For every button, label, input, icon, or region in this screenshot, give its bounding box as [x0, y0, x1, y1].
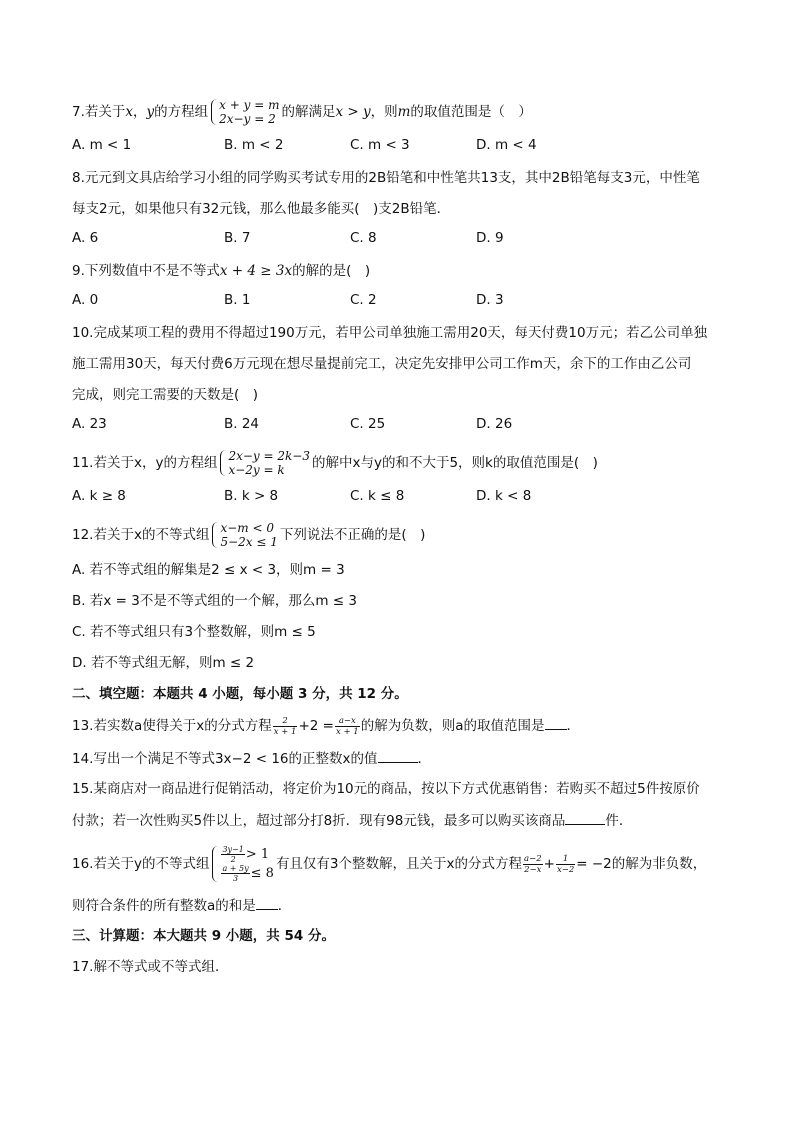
q12-inequality-system — [211, 521, 277, 549]
q7-tail2: 的取值范围是（ ） — [410, 104, 532, 120]
q15-line-2-text: 付款；若一次性购买5件以上，超过部分打8折．现有98元钱，最多可以购买该商品 — [72, 813, 566, 829]
q10-line-2: 施工需用30天，每天付费6万元现在想尽量提前完工，决定先安排甲公司工作m天，余下的工作由乙公司 — [72, 356, 692, 372]
q8-line-2: 每支2元，如果他只有32元钱，那么他最多能买( )支2B铅笔． — [72, 201, 451, 217]
section-fill-in-blank-heading: 二、填空题：本题共 4 小题，每小题 3 分，共 12 分。 — [72, 686, 408, 702]
q16-mid: 有且仅有3个整数解，且关于x的分式方程 — [275, 856, 523, 872]
q16-r1-fraction — [221, 845, 244, 864]
q12-prefix: 12.若关于x的不等式组 — [72, 527, 210, 543]
question-16 — [72, 841, 722, 887]
q11-equation-system — [219, 449, 310, 477]
q7-option-c: C. m < 3 — [350, 137, 410, 153]
q12-eq1: x−m < 0 — [220, 521, 274, 535]
q16-row-2 — [220, 864, 273, 883]
q13-prefix: 13.若实数a使得关于x的分式方程 — [72, 718, 272, 734]
q12-option-c: C. 若不等式组只有3个整数解，则m ≤ 5 — [72, 624, 316, 640]
q11-option-d: D. k < 8 — [476, 488, 532, 504]
q16-r1-tail: > 1 — [245, 847, 270, 862]
q11-option-b: B. k > 8 — [224, 488, 279, 504]
q12-tail: 下列说法不正确的是( ) — [279, 527, 426, 543]
q16-f1-denominator: 2−x — [524, 864, 542, 875]
q16-r2-tail: ≤ 8 — [250, 866, 274, 881]
question-13 — [72, 715, 722, 737]
q16-end: ． — [277, 898, 292, 914]
q7-eq2: 2x−y = 2 — [219, 112, 276, 126]
q9-options — [72, 292, 722, 312]
question-11 — [72, 447, 722, 479]
q16-line-2 — [72, 895, 722, 915]
q10-line-3: 完成，则完工需要的天数是( ) — [72, 387, 259, 403]
q7-option-b: B. m < 2 — [224, 137, 284, 153]
section-calculation-heading: 三、计算题：本大题共 9 小题，共 54 分。 — [72, 928, 335, 944]
q16-fraction-2 — [556, 854, 575, 875]
q16-prefix: 16.若关于y的不等式组 — [72, 856, 210, 872]
q12-option-b: B. 若x = 3不是不等式组的一个解，那么m ≤ 3 — [72, 593, 357, 609]
q13-f1-numerator: 2 — [273, 716, 298, 727]
q16-plus: + — [543, 856, 555, 872]
q11-tail: 的解中x与y的和不大于5，则k的取值范围是( ) — [311, 455, 598, 471]
q14-end: ． — [417, 751, 432, 767]
q16-r2-denominator: 3 — [233, 874, 239, 883]
q16-r1-denominator: 2 — [230, 855, 236, 864]
q7-options — [72, 137, 722, 157]
q15-line-2 — [72, 810, 722, 830]
q16-line-2-text: 则符合条件的所有整数a的和是 — [72, 898, 256, 914]
q7-after: 的解满足 — [281, 104, 336, 120]
q10-option-b: B. 24 — [224, 416, 260, 432]
q10-option-c: C. 25 — [350, 416, 386, 432]
q13-tail: 的解为负数，则a的取值范围是 — [360, 718, 545, 734]
q11-option-c: C. k ≤ 8 — [350, 488, 405, 504]
q16-f1-numerator: a−2 — [524, 853, 542, 864]
q15-line-1: 15.某商店对一商品进行促销活动，将定价为10元的商品，按以下方式优惠销售：若购买不超过5件按原价 — [72, 781, 700, 797]
q7-option-a: A. m < 1 — [72, 137, 132, 153]
q7-eq1: x + y = m — [219, 98, 280, 112]
question-7 — [72, 96, 722, 128]
q10-line-1: 10.完成某项工程的费用不得超过190万元，若甲公司单独施工需用20天，每天付费10万元；若乙公司单独 — [72, 325, 708, 341]
q7-equation-system — [210, 98, 279, 126]
q13-f1-denominator: x + 1 — [273, 726, 297, 737]
q9-option-d: D. 3 — [476, 292, 504, 308]
q16-tail: = −2的解为非负数， — [576, 856, 707, 872]
q16-row-1 — [220, 845, 273, 864]
q12-eq2: 5−2x ≤ 1 — [220, 535, 278, 549]
q9-option-a: A. 0 — [72, 292, 99, 308]
q9-tail: 的解的是( ) — [292, 263, 371, 279]
q7-prefix: 7.若关于 — [72, 104, 126, 120]
q7-var-y: y — [146, 104, 155, 120]
exam-page — [72, 96, 722, 988]
q9-option-b: B. 1 — [224, 292, 251, 308]
q13-end: ． — [566, 718, 580, 734]
q9-inequality: x + 4 ≥ 3x — [219, 263, 293, 279]
q12-option-d: D. 若不等式组无解，则m ≤ 2 — [72, 655, 255, 671]
q10-option-a: A. 23 — [72, 416, 107, 432]
q13-answer-blank[interactable] — [545, 715, 567, 730]
q11-eq2: x−2y = k — [228, 463, 285, 477]
q11-option-a: A. k ≥ 8 — [72, 488, 126, 504]
q7-var-m: m — [397, 104, 411, 120]
question-17: 17.解不等式或不等式组． — [72, 959, 229, 975]
q10-options — [72, 416, 722, 436]
q13-mid: +2 = — [298, 718, 334, 734]
q11-eq1: 2x−y = 2k−3 — [228, 449, 310, 463]
q16-f2-numerator: 1 — [556, 854, 575, 865]
q8-option-a: A. 6 — [72, 230, 99, 246]
q8-line-1: 8.元元到文具店给学习小组的同学购买考试专用的2B铅笔和中性笔共13支，其中2B铅笔每支3元，中性笔 — [72, 170, 700, 186]
q13-f2-denominator: x + 1 — [335, 726, 359, 737]
q16-r1-numerator: 3y−1 — [222, 845, 244, 854]
q13-f2-numerator: a−x — [335, 716, 360, 727]
q15-end: 件． — [605, 813, 633, 829]
q14-answer-blank[interactable] — [378, 748, 418, 763]
q16-fraction-1 — [523, 854, 543, 875]
q8-option-b: B. 7 — [224, 230, 251, 246]
q14-prefix: 14.写出一个满足不等式3x−2 < 16的正整数x的值 — [72, 751, 378, 767]
q7-condition: x > y — [335, 104, 371, 120]
q9-option-c: C. 2 — [350, 292, 377, 308]
q12-option-a: A. 若不等式组的解集是2 ≤ x < 3，则m = 3 — [72, 562, 345, 578]
question-12 — [72, 519, 722, 551]
q16-r2-numerator: a + 5y — [222, 864, 249, 873]
q13-fraction-1 — [273, 716, 298, 737]
q7-var-x: x — [125, 104, 134, 120]
q8-option-d: D. 9 — [476, 230, 504, 246]
q16-r2-fraction — [221, 864, 249, 883]
q7-mid: 的方程组 — [154, 104, 209, 120]
q13-fraction-2 — [335, 716, 360, 737]
question-14 — [72, 748, 722, 768]
q8-options — [72, 230, 722, 250]
question-9 — [72, 261, 722, 281]
q16-answer-blank[interactable] — [256, 895, 278, 910]
q9-prefix: 9.下列数值中不是不等式 — [72, 263, 220, 279]
q16-f2-denominator: x−2 — [556, 864, 575, 875]
q10-option-d: D. 26 — [476, 416, 513, 432]
q15-answer-blank[interactable] — [565, 810, 605, 825]
q7-option-d: D. m < 4 — [476, 137, 537, 153]
q8-option-c: C. 8 — [350, 230, 377, 246]
q11-options — [72, 488, 722, 508]
q11-prefix: 11.若关于x，y的方程组 — [72, 455, 218, 471]
q16-inequality-system — [211, 845, 273, 883]
q7-comma: ， — [133, 104, 147, 120]
q7-tail1: ，则 — [370, 104, 398, 120]
